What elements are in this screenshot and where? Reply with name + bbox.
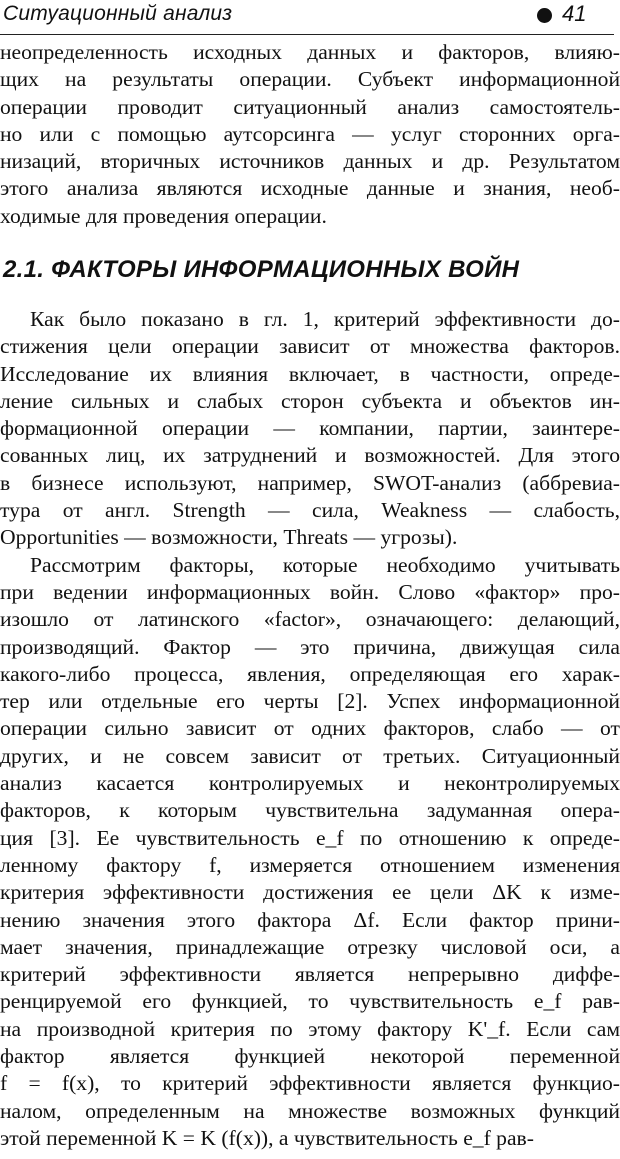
running-title: Ситуационный анализ (3, 2, 233, 25)
text-line: операции сильно зависит от одних факторов, слабо — от (0, 716, 620, 741)
bullet-dot-icon (537, 8, 552, 23)
text-line: Opportunities — возможности, Threats — угрозы). (0, 525, 458, 550)
text-line: ренцируемой его функцией, то чувствительность e_f рав- (0, 989, 620, 1014)
text-line: этого анализа являются исходные данные и знания, необ- (0, 176, 620, 201)
text-line: факторов, к которым чувствительна задуманная опера- (0, 798, 620, 823)
text-line: тура от англ. Strength — сила, Weakness — слабость, (0, 498, 620, 523)
text-line: налом, определенным на множестве возможных функций (0, 1098, 620, 1123)
text-line: стижения цели операции зависит от множества факторов. (0, 334, 620, 359)
text-line: низаций, вторичных источников данных и др. Результатом (0, 149, 620, 174)
text-line: производящий. Фактор — это причина, движущая сила (0, 634, 620, 659)
section-body (0, 306, 620, 1152)
text-line: мает значения, принадлежащие отрезку числовой оси, а (0, 934, 620, 959)
text-line: фактор является функцией некоторой переменной (0, 1044, 620, 1069)
text-line: Как было показано в гл. 1, критерий эффективности до- (30, 307, 620, 331)
text-line: тер или отдельные его черты [2]. Успех информационной (0, 689, 620, 714)
text-line: но или с помощью аутсорсинга — услуг сторонних орга- (0, 121, 620, 146)
text-line: критерия эффективности достижения ее цели ΔK к изме- (0, 880, 620, 905)
intro-paragraph (0, 39, 620, 230)
text-line: ция [3]. Ее чувствительность e_f по отношению к опреде- (0, 825, 620, 850)
text-line: на производной критерия по этому фактору K'_f. Если сам (0, 1016, 620, 1041)
text-line: этой переменной K = K (f(x)), а чувствительность e_f рав- (0, 1125, 534, 1150)
text-line: Исследование их влияния включает, в частности, опреде- (0, 361, 620, 386)
page-number: 41 (562, 1, 587, 26)
text-line: сованных лиц, их затруднений и возможностей. Для этого (0, 443, 620, 468)
text-line: других, и не совсем зависит от третьих. Ситуационный (0, 743, 620, 768)
text-line: f = f(x), то критерий эффективности является функцио- (0, 1071, 620, 1096)
text-line: изошло от латинского «factor», означающего: делающий, (0, 607, 620, 632)
text-line: формационной операции — компании, партии, заинтере- (0, 416, 620, 441)
text-line: ление сильных и слабых сторон субъекта и объектов ин- (0, 388, 620, 413)
text-line: при ведении информационных войн. Слово «фактор» про- (0, 579, 620, 604)
text-line: анализ касается контролируемых и неконтролируемых (0, 771, 620, 796)
text-line: ходимые для проведения операции. (0, 203, 327, 228)
page-header (0, 0, 614, 35)
text-line: неопределенность исходных данных и факторов, влияю- (0, 40, 620, 64)
text-line: нению значения этого фактора Δf. Если фактор прини- (0, 907, 620, 932)
text-line: операции проводит ситуационный анализ самостоятель- (0, 94, 620, 119)
text-line: какого-либо процесса, явления, определяющая его харак- (0, 661, 620, 686)
text-line: критерий эффективности является непрерывно диффе- (0, 962, 620, 987)
text-line: в бизнесе используют, например, SWOT-анализ (аббревиа- (0, 470, 620, 495)
text-line: Рассмотрим факторы, которые необходимо учитывать (30, 552, 620, 577)
text-line: ленному фактору f, измеряется отношением изменения (0, 852, 620, 877)
text-line: щих на результаты операции. Субъект информационной (0, 67, 620, 92)
section-heading: 2.1. ФАКТОРЫ ИНФОРМАЦИОННЫХ ВОЙН (3, 256, 520, 283)
